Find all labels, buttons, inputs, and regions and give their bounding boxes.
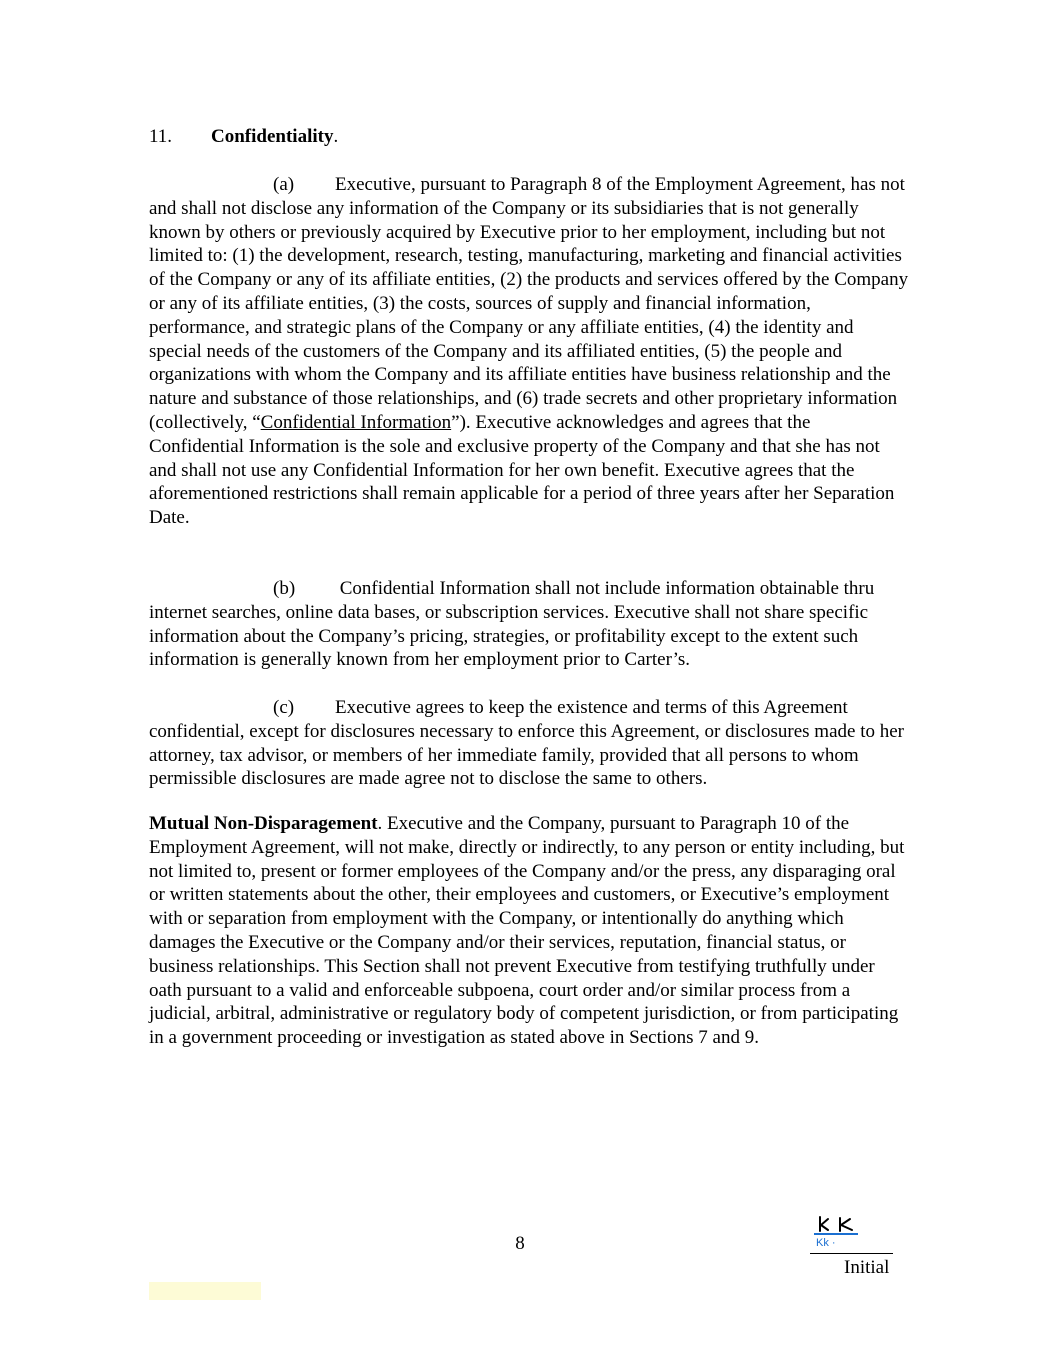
page-number: 8	[515, 1233, 525, 1254]
paragraph-c	[149, 696, 909, 791]
paragraph-a-text-2: ”). Executive acknowledges and agrees that the Confidential Information is the sole and exclusive property of the Company and that she has not and shall not use any Confidential Information for her own benefit. Executive agrees that the aforementioned restrictions shall remain applicable for a period of three years after her Separation Date.	[149, 411, 895, 529]
paragraph-b-label: (b)	[273, 578, 296, 599]
section-number: 11.	[149, 126, 173, 147]
section-title-period: .	[333, 126, 339, 147]
section-heading	[149, 125, 338, 149]
highlight-mark	[149, 1282, 261, 1300]
paragraph-a-label: (a)	[273, 174, 295, 195]
initial-line	[810, 1253, 893, 1254]
defined-term-confidential-information: Confidential Information	[260, 411, 452, 433]
mutual-non-disparagement-text: . Executive and the Company, pursuant to Paragraph 10 of the Employment Agreement, will not make, directly or indirectly, to any person or entity including, but not limited to, present or former employees of the Company and/or the press, any disparaging oral or written statements about the other, their employees and customers, or Executive’s employment with or separation from employment with the Company, or intentionally do anything which damages the Executive or the Company and/or their services, reputation, financial status, or business relationships. This Section shall not prevent Executive from testifying truthfully under oath pursuant to a valid and enforceable subpoena, court order and/or similar process from a judicial, arbitral, administrative or regulatory body of competent jurisdiction, or from participating in a government proceeding or investigation as stated above in Sections 7 and 9.	[149, 813, 905, 1049]
paragraph-a-text-1: Executive, pursuant to Paragraph 8 of the Employment Agreement, has not and shall not disclose any information of the Company or its subsidiaries that is not generally known by others or previously acquired by Executive prior to her employment, including but not limited to: (1) the development, research, testing, manufacturing, marketing and financial activities of the Company or any of its affiliate entities, (2) the products and services offered by the Company or any of its affiliate entities, (3) the costs, sources of supply and financial information, performance, and strategic plans of the Company or any affiliate entities, (4) the identity and special needs of the customers of the Company and its affiliated entities, (5) the people and organizations with whom the Company and its affiliate entities have business relationship and the nature and substance of those relationships, and (6) trade secrets and other proprietary information (collectively, “	[149, 174, 909, 433]
mutual-non-disparagement-title: Mutual Non-Disparagement	[149, 813, 378, 834]
paragraph-c-label: (c)	[273, 697, 295, 718]
mutual-non-disparagement-paragraph	[149, 812, 909, 1050]
section-title: Confidentiality	[211, 126, 334, 147]
initial-label: Initial	[844, 1257, 890, 1278]
paragraph-b-text: Confidential Information shall not include information obtainable thru internet searches, online data bases, or subscription services. Executive shall not share specific information about the Company’s pricing, strategies, or profitability except to the extent such information is generally known from her employment prior to Carter’s.	[149, 578, 875, 671]
paragraph-c-text: Executive agrees to keep the existence and terms of this Agreement confidential, except for disclosures necessary to enforce this Agreement, or disclosures made to her attorney, tax advisor, or members of her immediate family, provided that all persons to whom permissible disclosures are made agree not to disclose the same to others.	[149, 697, 904, 790]
paragraph-b	[149, 577, 909, 672]
initials-stamp: Kk ·	[816, 1237, 836, 1249]
paragraph-a	[149, 173, 909, 530]
